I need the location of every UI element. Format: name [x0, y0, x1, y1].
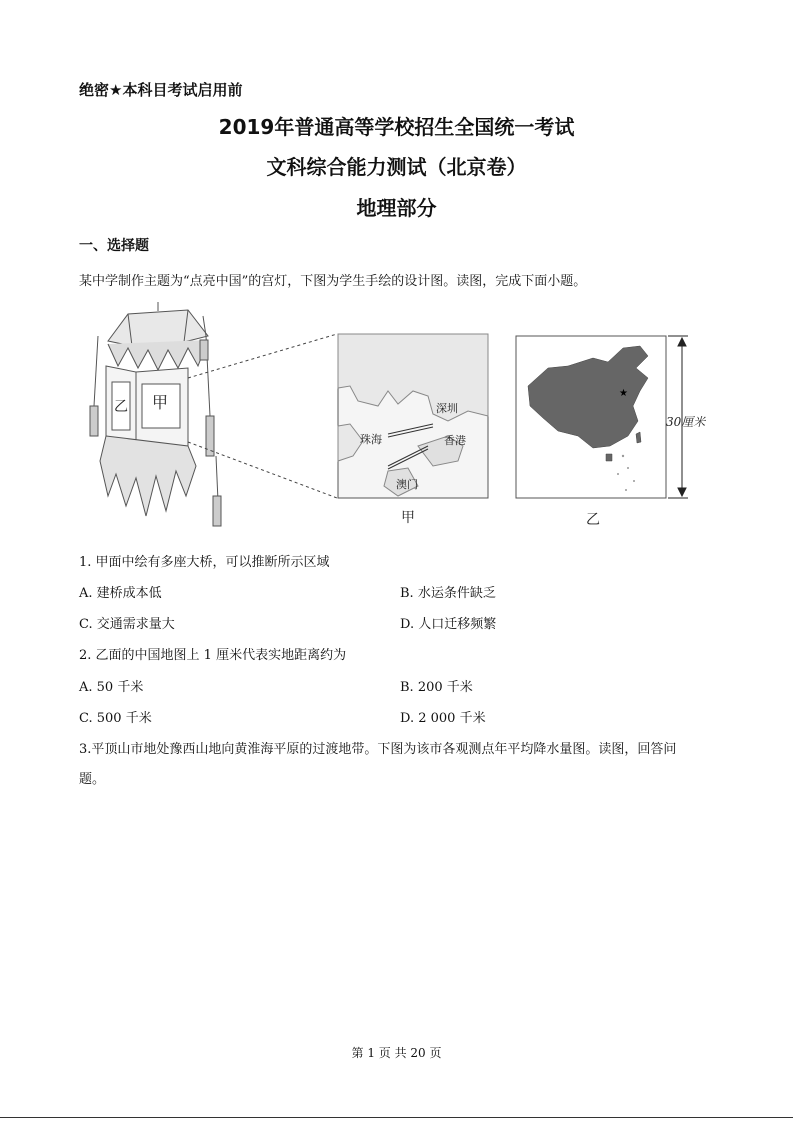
- question-2-stem: 2. 乙面的中国地图上 1 厘米代表实地距离约为: [79, 648, 347, 663]
- exam-subtitle: 文科综合能力测试（北京卷）: [266, 155, 527, 179]
- subject-title: 地理部分: [356, 196, 437, 220]
- scale-label: 30厘米: [666, 415, 706, 429]
- exam-title: 2019年普通高等学校招生全国统一考试: [218, 115, 575, 139]
- lantern-yi-label: 乙: [114, 399, 128, 415]
- question-2-option-c: C. 500 千米: [79, 711, 152, 726]
- map-label-macau: 澳门: [396, 478, 418, 491]
- question-3-line1: 3.平顶山市地处豫西山地向黄淮海平原的过渡地带。下图为该市各观测点年平均降水量图。读图，回答问: [79, 742, 677, 757]
- question-1-option-a: A. 建桥成本低: [79, 586, 162, 601]
- question-2-option-b: B. 200 千米: [400, 680, 473, 695]
- confidential-mark: 绝密★本科目考试启用前: [79, 81, 243, 99]
- question-1-option-d: D. 人口迁移频繁: [400, 617, 497, 632]
- question-1-option-b: B. 水运条件缺乏: [400, 586, 496, 601]
- map-label-shenzhen: 深圳: [436, 402, 458, 415]
- map-label-hongkong: 香港: [444, 434, 466, 447]
- capital-star-icon: ★: [619, 388, 628, 399]
- caption-jia: 甲: [401, 510, 415, 526]
- section-intro: 某中学制作主题为“点亮中国”的宫灯，下图为学生手绘的设计图。读图，完成下面小题。: [79, 274, 587, 289]
- lantern-figure: [88, 296, 728, 536]
- section-heading: 一、选择题: [79, 238, 149, 254]
- page-footer: 第 1 页 共 20 页: [351, 1046, 442, 1060]
- bottom-divider: [0, 1117, 793, 1118]
- question-1-stem: 1. 甲面中绘有多座大桥，可以推断所示区域: [79, 555, 330, 570]
- lantern-drawing: [90, 302, 221, 526]
- map-label-zhuhai: 珠海: [360, 433, 382, 446]
- question-2-option-a: A. 50 千米: [79, 680, 144, 695]
- caption-yi: 乙: [586, 512, 600, 528]
- question-3-line2: 题。: [79, 772, 106, 787]
- question-1-option-c: C. 交通需求量大: [79, 617, 175, 632]
- question-2-option-d: D. 2 000 千米: [400, 711, 486, 726]
- lantern-jia-label: 甲: [152, 393, 169, 412]
